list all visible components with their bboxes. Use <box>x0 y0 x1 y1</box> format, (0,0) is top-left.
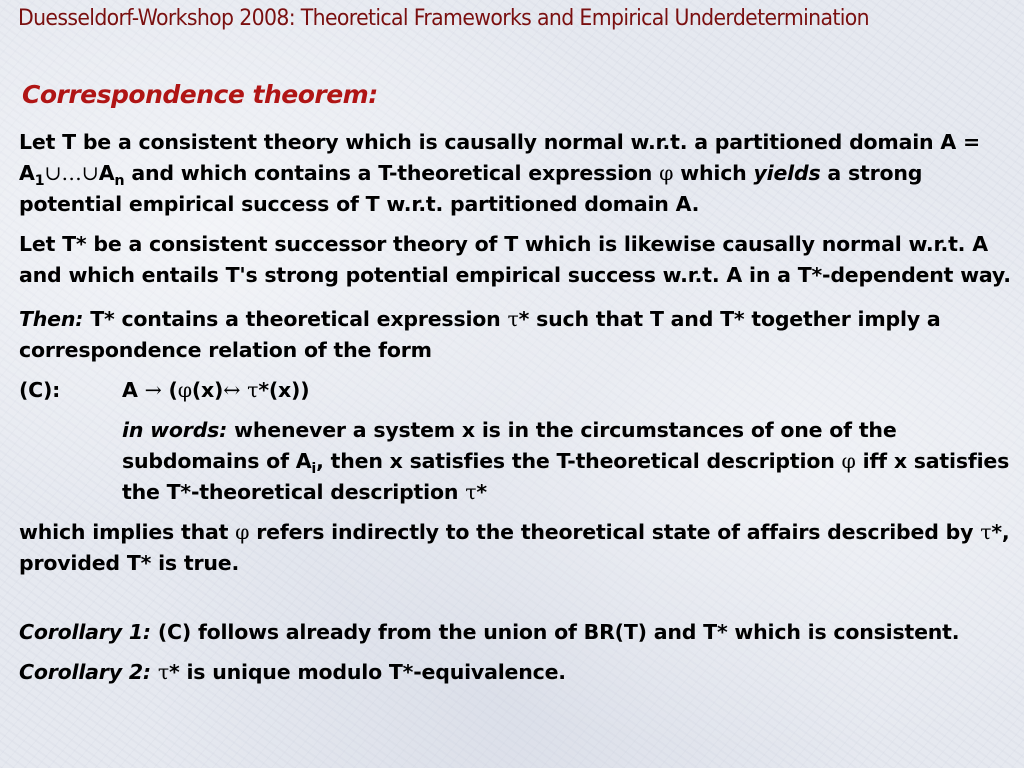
in-words-label: in words: <box>122 418 228 442</box>
formula-label: (C): <box>19 378 61 402</box>
corollary-2 <box>19 657 1019 688</box>
implies-text-b: refers indirectly to the theoretical state of affairs described by <box>249 520 981 544</box>
para1-text-a: Let T be a consistent theory which is causally normal w.r.t. a partitioned domain A = A <box>19 130 980 185</box>
subscript-1: 1 <box>34 173 45 190</box>
in-words-text-a: whenever a system x is in the circumstances of one of the subdomains of A <box>122 418 897 473</box>
tau-symbol: τ <box>980 520 992 544</box>
corollary-1-label: Corollary 1: <box>19 620 151 644</box>
tau-symbol: τ <box>247 378 259 402</box>
right-arrow-symbol: → <box>144 378 162 402</box>
implies-text-a: which implies that <box>19 520 236 544</box>
in-words-text-b: , then x satisfies the T-theoretical description <box>316 449 842 473</box>
subscript-i: i <box>311 461 317 478</box>
theory-t-star-paragraph: Let T* be a consistent successor theory of T which is likewise causally normal w.r.t. A and which entails T's strong potential empirical success w.r.t. A in a T*-dependent way. <box>19 232 1011 287</box>
formula-part-a: A <box>122 378 145 402</box>
biconditional-arrow-symbol: ↔ <box>223 378 241 402</box>
corollary-1-text: (C) follows already from the union of BR(T) and T* which is consistent. <box>150 620 960 644</box>
theory-t-paragraph <box>19 127 1019 220</box>
corollary-2-star: * <box>168 660 180 684</box>
slide-header-title: Duesseldorf-Workshop 2008: Theoretical Frameworks and Empirical Underdetermination <box>18 6 869 31</box>
phi-symbol: φ <box>841 449 856 473</box>
corollary-2-label: Corollary 2: <box>19 660 151 684</box>
tau-symbol: τ <box>465 480 477 504</box>
formula-part-c: (x) <box>191 378 224 402</box>
phi-symbol: φ <box>235 520 250 544</box>
then-paragraph <box>19 304 1019 366</box>
para1-text-b: and which contains a T-theoretical expression <box>124 161 660 185</box>
in-words-text-c: iff x satisfies the T*-theoretical description <box>122 449 1010 504</box>
formula-part-b: ( <box>161 378 178 402</box>
phi-symbol: φ <box>177 378 192 402</box>
subscript-n: n <box>114 173 125 190</box>
para1-text-c: which <box>673 161 754 185</box>
formula-part-e: *(x)) <box>258 378 310 402</box>
phi-symbol: φ <box>659 161 674 185</box>
then-label: Then: <box>19 307 84 331</box>
union-ellipsis-symbol: ∪…∪ <box>44 161 99 185</box>
theorem-heading: Correspondence theorem: <box>22 80 378 109</box>
implication-paragraph <box>19 517 1019 579</box>
slide-body <box>19 127 1019 688</box>
correspondence-formula <box>19 375 1019 406</box>
para3-text-b: * such that T and T* together imply a correspondence relation of the form <box>19 307 941 362</box>
yields-emphasis: yields <box>753 161 821 185</box>
para3-text-a: T* contains a theoretical expression <box>83 307 508 331</box>
corollary-1 <box>19 617 1019 648</box>
para1-text-d: a strong potential empirical success of T w.r.t. partitioned domain A. <box>19 161 923 216</box>
tau-symbol: τ <box>157 660 169 684</box>
implies-text-c: *, provided T* is true. <box>19 520 1010 575</box>
tau-symbol: τ <box>507 307 519 331</box>
para1-a-n: A <box>98 161 115 185</box>
in-words-text-d: * <box>476 480 487 504</box>
corollary-2-text: is unique modulo T*-equivalence. <box>179 660 566 684</box>
in-words-paragraph <box>19 415 1019 508</box>
